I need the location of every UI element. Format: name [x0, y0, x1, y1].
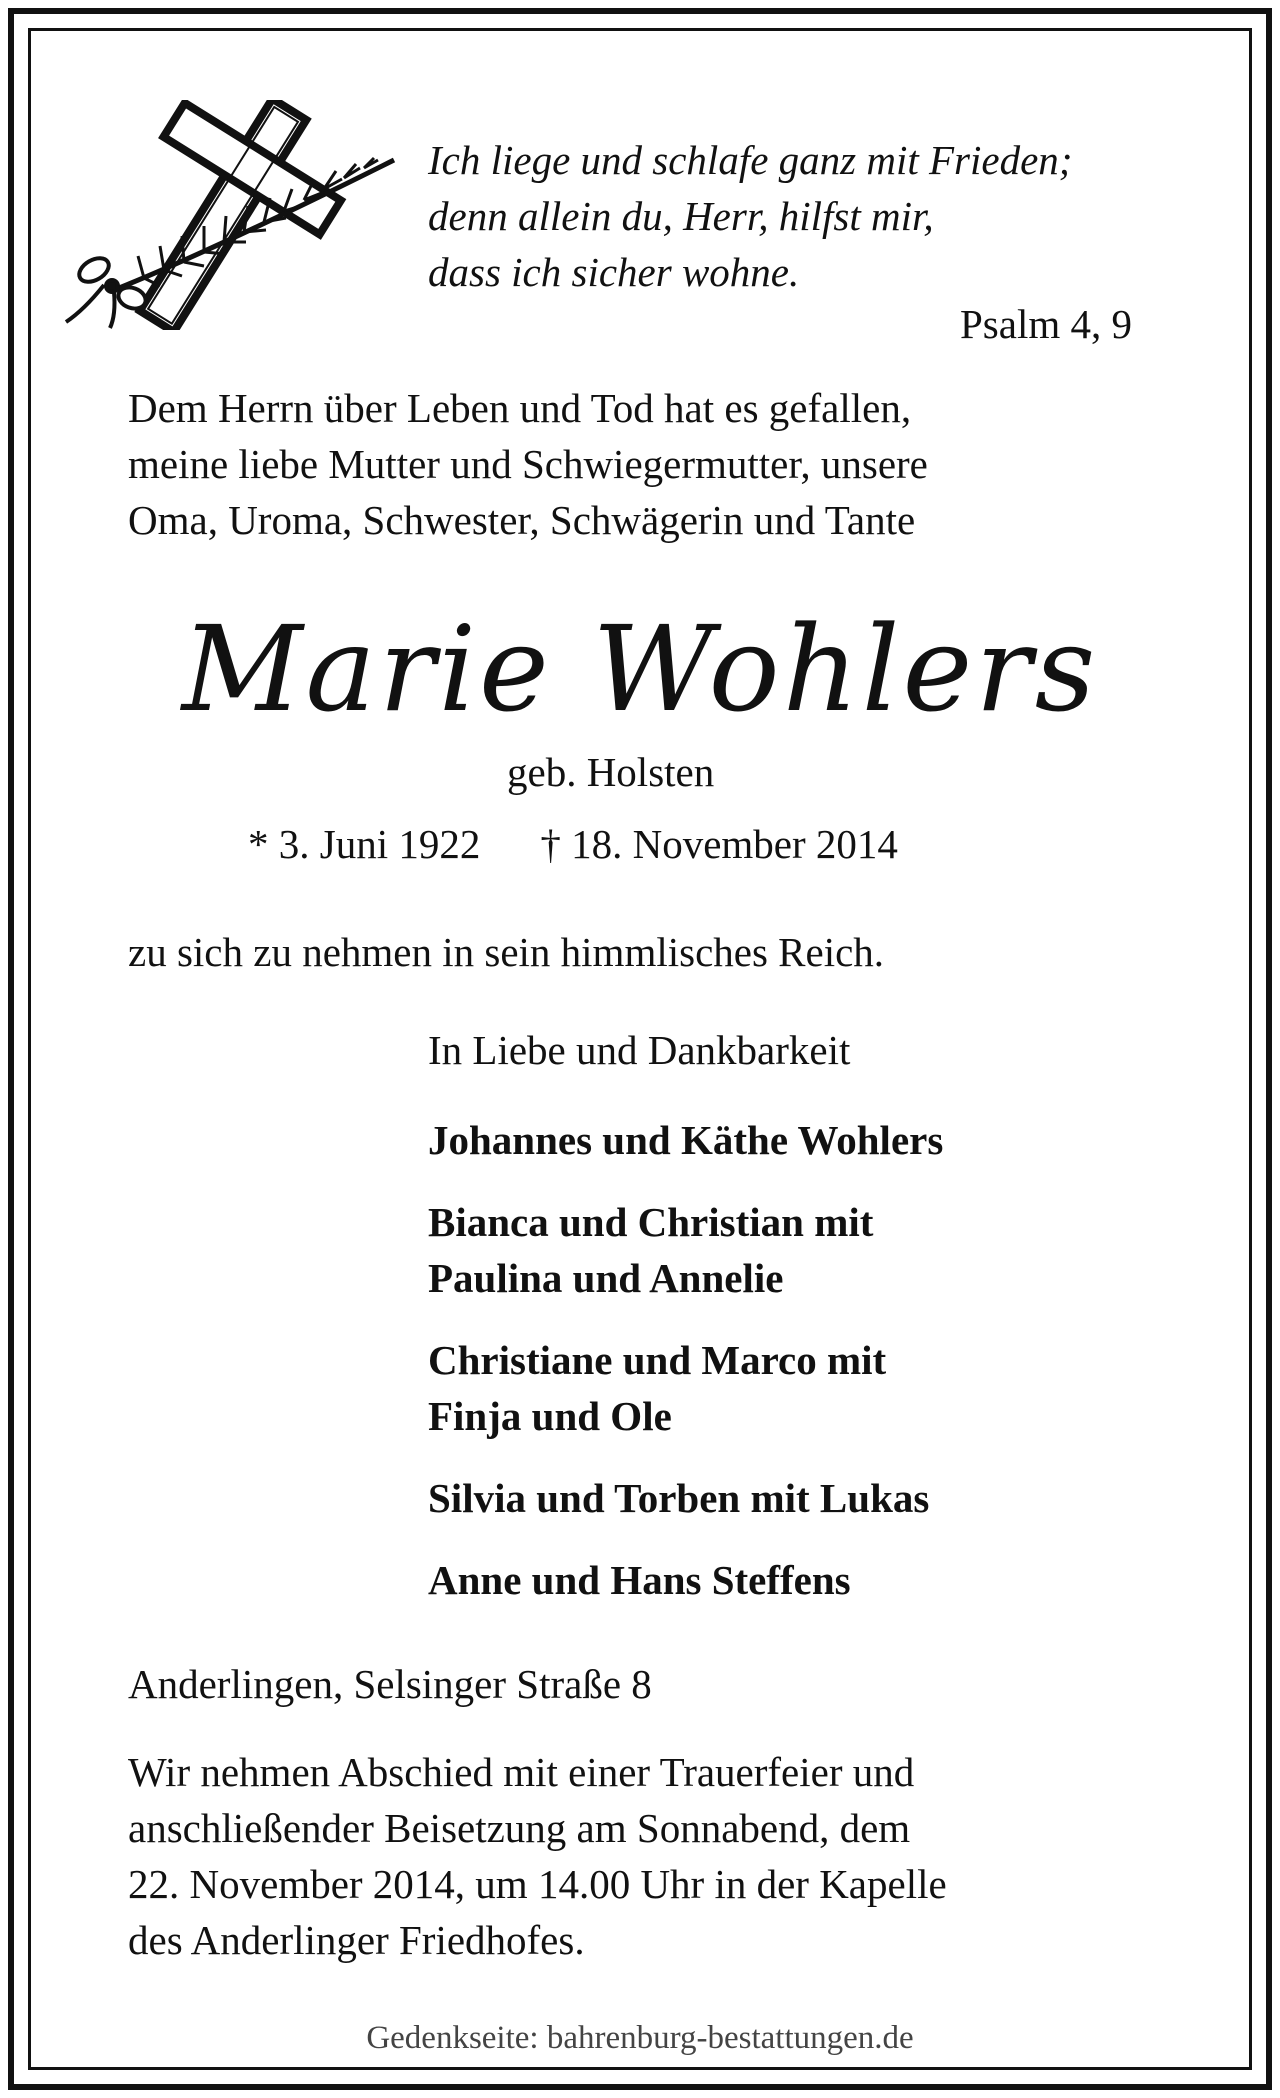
- ceremony-line: anschließender Beisetzung am Sonnabend, dem: [128, 1805, 911, 1851]
- deceased-name: Marie Wohlers: [181, 600, 1099, 738]
- life-dates: [248, 820, 898, 868]
- verse-line: Ich liege und schlafe ganz mit Frieden;: [428, 137, 1073, 183]
- memorial-page-link[interactable]: Gedenkseite: bahrenburg-bestattungen.de: [366, 2020, 914, 2056]
- mourner-group: [428, 1332, 943, 1444]
- mourner-group: [428, 1194, 943, 1306]
- intro-line: Dem Herrn über Leben und Tod hat es gefallen,: [128, 385, 912, 431]
- mourner-group: [428, 1470, 943, 1526]
- intro-line: Oma, Uroma, Schwester, Schwägerin und Tante: [128, 497, 916, 543]
- verse-line: denn allein du, Herr, hilfst mir,: [428, 193, 934, 239]
- maiden-name: geb. Holsten: [507, 749, 715, 795]
- ceremony-line: Wir nehmen Abschied mit einer Trauerfeier und: [128, 1749, 915, 1795]
- intro-text: [128, 380, 928, 548]
- mourners-list: [428, 1112, 943, 1634]
- ceremony-line: des Anderlinger Friedhofes.: [128, 1917, 585, 1963]
- mourner-line: Paulina und Annelie: [428, 1255, 784, 1301]
- verse-source: Psalm 4, 9: [960, 301, 1132, 347]
- mourner-line: Anne und Hans Steffens: [428, 1557, 851, 1603]
- cross-with-palm-icon: [54, 100, 404, 330]
- mourner-group: [428, 1112, 943, 1168]
- mourner-line: Christiane und Marco mit: [428, 1337, 887, 1383]
- ceremony-line: 22. November 2014, um 14.00 Uhr in der Kapelle: [128, 1861, 947, 1907]
- mourner-group: [428, 1552, 943, 1608]
- bible-verse: [428, 132, 1228, 300]
- mourner-line: Bianca und Christian mit: [428, 1199, 874, 1245]
- family-address: Anderlingen, Selsinger Straße 8: [128, 1661, 652, 1707]
- mourner-line: Finja und Ole: [428, 1393, 672, 1439]
- ceremony-text: [128, 1744, 947, 1968]
- intro-line: meine liebe Mutter und Schwiegermutter, unsere: [128, 441, 928, 487]
- signoff: In Liebe und Dankbarkeit: [428, 1027, 851, 1073]
- closing-text: zu sich zu nehmen in sein himmlisches Reich.: [128, 929, 885, 975]
- death-date: † 18. November 2014: [540, 821, 898, 867]
- mourner-line: Silvia und Torben mit Lukas: [428, 1475, 930, 1521]
- birth-date: * 3. Juni 1922: [248, 821, 481, 867]
- mourner-line: Johannes und Käthe Wohlers: [428, 1117, 944, 1163]
- verse-line: dass ich sicher wohne.: [428, 249, 800, 295]
